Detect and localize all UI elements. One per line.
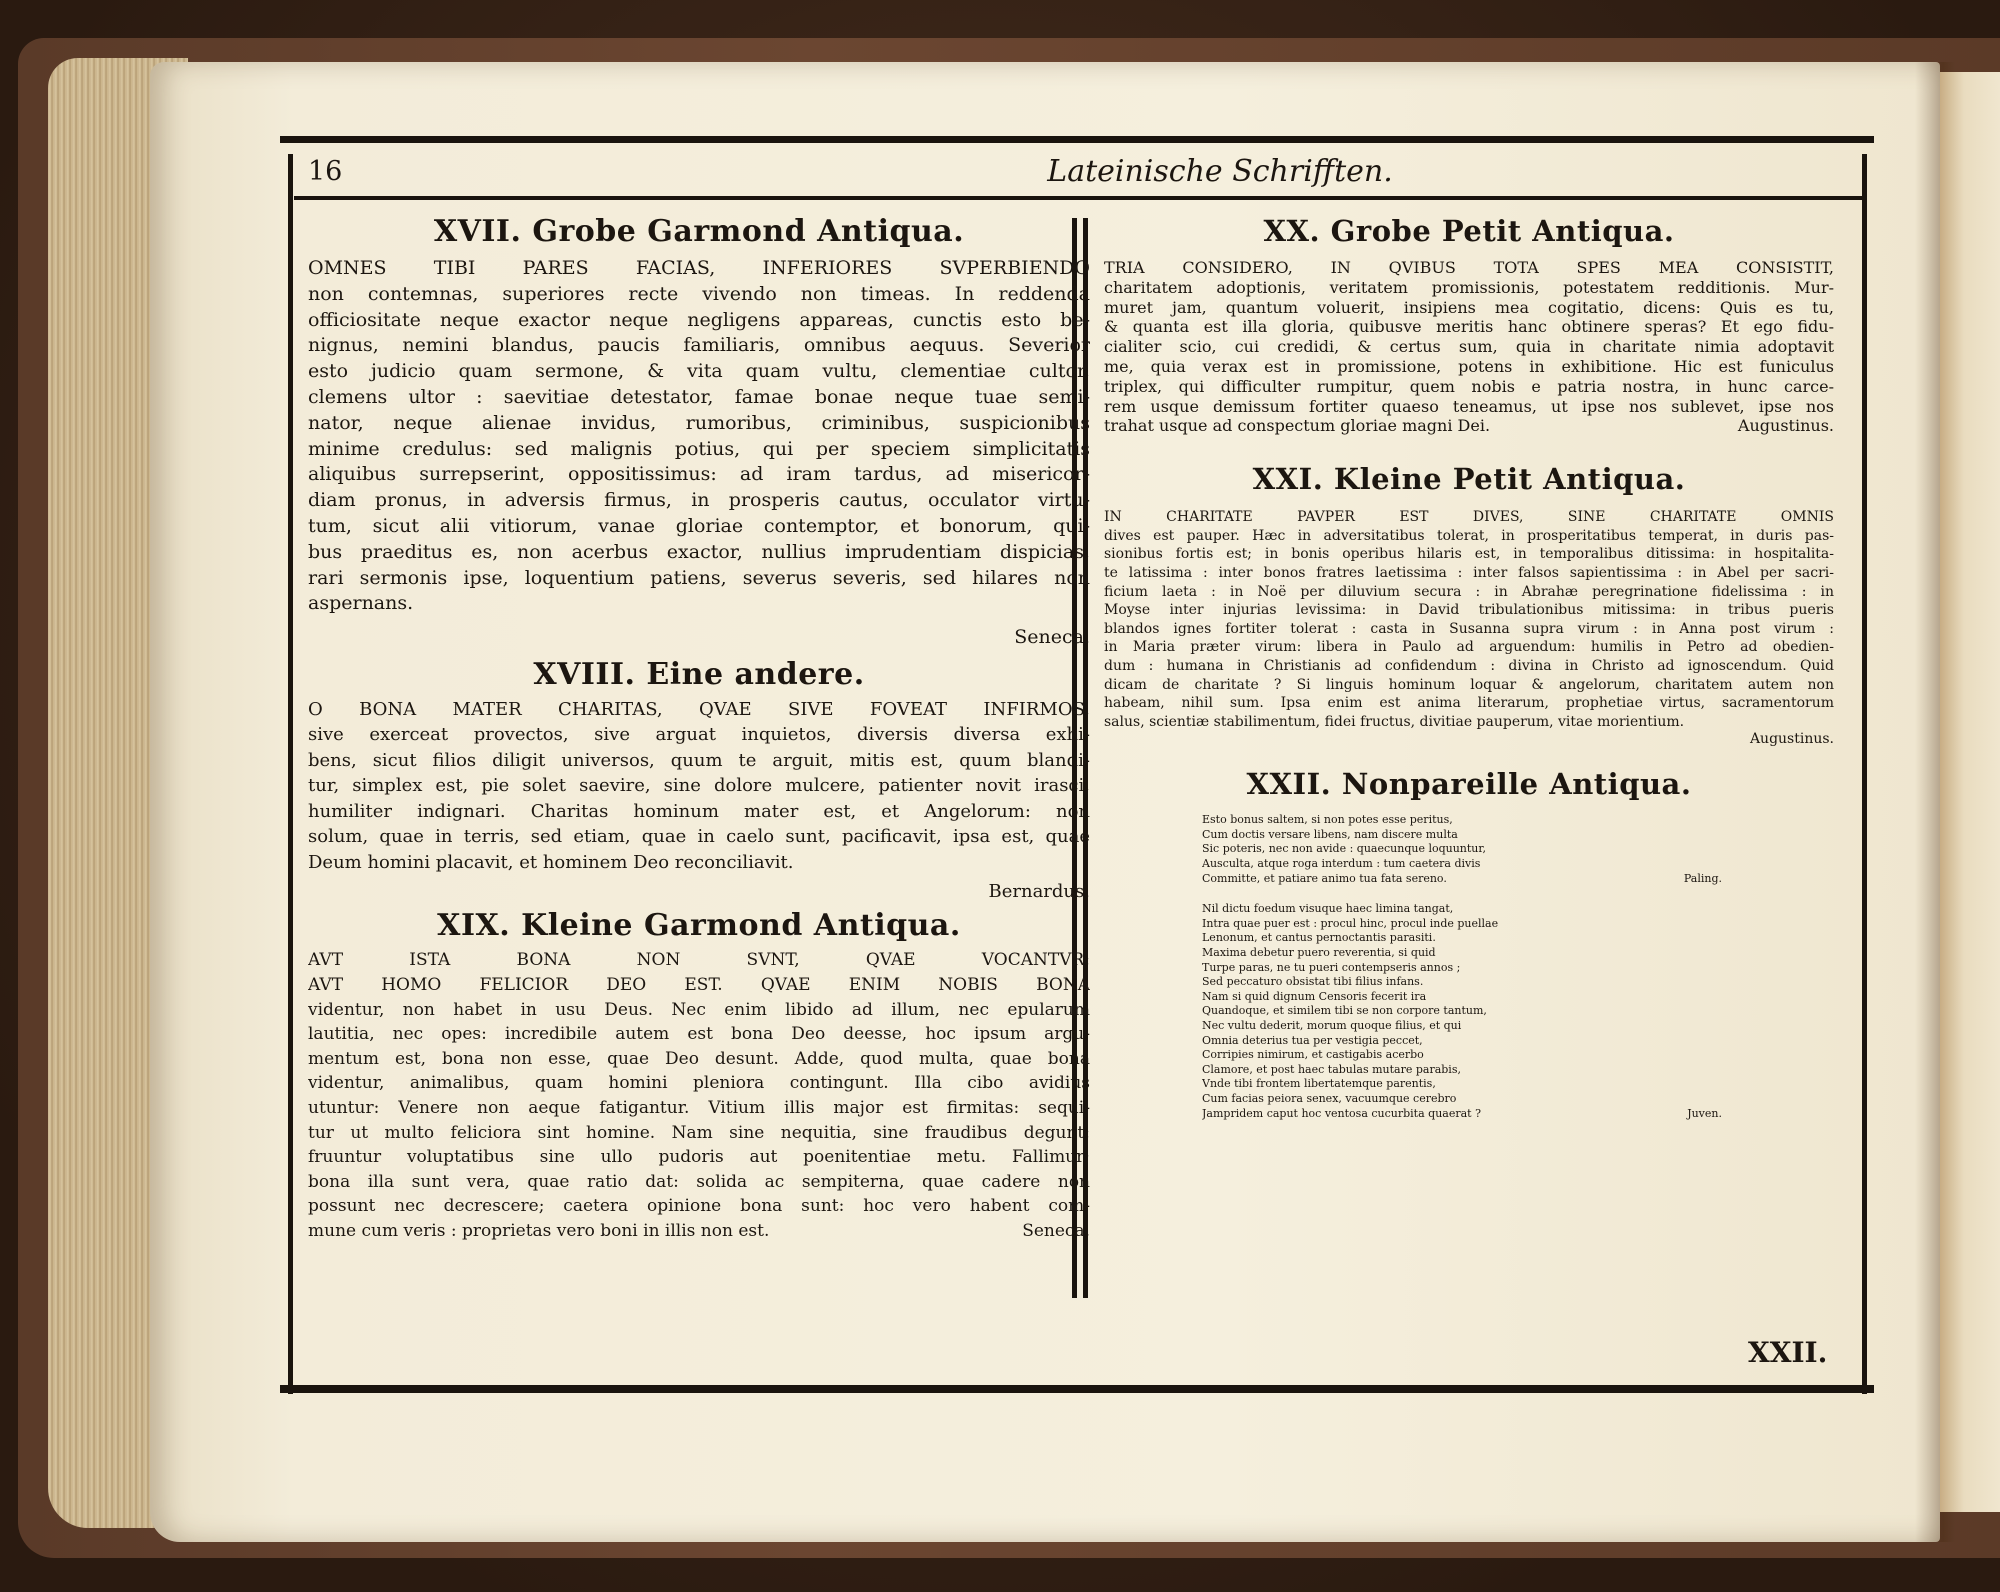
section-text-xix xyxy=(308,948,1090,1243)
text-line: mune cum veris : proprietas vero boni in illis non est. Seneca. xyxy=(308,1219,1090,1244)
text-line: nator, neque alienae invidus, rumoribus, criminibus, suspicionibus xyxy=(308,411,1090,434)
text-line: aliquibus surrepserint, oppositissimus: ad iram tardus, ad misericor- xyxy=(308,463,1090,486)
section-text-xx xyxy=(1104,258,1834,436)
text-line: AVT HOMO FELICIOR DEO EST. QVAE ENIM NOBIS BONA xyxy=(308,975,1090,996)
text-line: non contemnas, superiores recte vivendo non timeas. In reddenda xyxy=(308,282,1090,305)
signature-mark: XXII. xyxy=(1748,1336,1828,1369)
section-title-xx: XX. Grobe Petit Antiqua. xyxy=(1263,214,1675,248)
text-line: tum, sicut alii vitiorum, vanae gloriae contemptor, et bonorum, qui- xyxy=(308,514,1090,537)
text-line: humiliter indignari. Charitas hominum mater est, et Angelorum: non xyxy=(308,800,1090,822)
text-line: mentum est, bona non esse, quae Deo desunt. Adde, quod multa, quae bona xyxy=(308,1048,1090,1069)
left-column xyxy=(308,214,1090,1244)
author-xx: Augustinus. xyxy=(1737,416,1834,436)
text-line: TRIA CONSIDERO, IN QVIBUS TOTA SPES MEA CONSISTIT, xyxy=(1104,258,1834,277)
text-line: Nam si quid dignum Censoris fecerit ira xyxy=(1202,989,1427,1003)
text-line: diam pronus, in adversis firmus, in prosperis cautus, occulator virtu- xyxy=(308,489,1090,512)
text-line: bona illa sunt vera, quae ratio dat: solida ac sempiterna, quae cadere non xyxy=(308,1171,1090,1192)
text-line: tur ut multo feliciora sint homine. Nam sine nequitia, sine fraudibus degunt: xyxy=(308,1122,1090,1143)
text-line: in Maria præter virum: libera in Paulo ad arguendum: humilis in Petro ad obedien- xyxy=(1104,639,1834,656)
text-line: utuntur: Venere non aeque fatigantur. Vitium illis major est firmitas: sequi- xyxy=(308,1098,1090,1119)
right-column xyxy=(1104,214,1834,1121)
author-xviii: Bernardus. xyxy=(988,881,1090,903)
verse-block-2 xyxy=(1104,902,1722,1121)
text-line: Corripies nimirum, et castigabis acerbo xyxy=(1202,1048,1424,1062)
text-line: Cum facias peiora senex, vacuumque cerebro xyxy=(1202,1091,1457,1105)
text-line: Committe, et patiare animo tua fata sereno. Paling. xyxy=(1202,871,1722,885)
text-line: Moyse inter injurias levissima: in David tribulationibus mitissima: in tribus pueris xyxy=(1104,602,1834,619)
page-number: 16 xyxy=(308,156,343,187)
text-line: tur, simplex est, pie solet saevire, sine dolore mulcere, patienter novit irasci, xyxy=(308,775,1090,797)
verse-block-1 xyxy=(1104,813,1722,886)
running-head: Lateinische Schrifften. xyxy=(1047,154,1393,189)
text-line: rem usque demissum fortiter quaeso teneamus, ut ipse nos sublevet, ipse nos xyxy=(1104,396,1834,416)
text-line: me, quia verax est in promissione, potens in exhibitione. Hic est funiculus xyxy=(1104,356,1834,376)
right-border xyxy=(1862,154,1867,1394)
facing-page-edge xyxy=(1940,72,2000,1512)
author-xxii: Juven. xyxy=(1687,1106,1722,1120)
text-line: Sed peccaturo obsistat tibi filius infans. xyxy=(1202,975,1424,989)
text-line: Omnia deterius tua per vestigia peccet, xyxy=(1202,1033,1423,1047)
text-line: videntur, non habet in usu Deus. Nec enim libido ad illum, nec epularum xyxy=(308,999,1090,1020)
text-line: Intra quae puer est : procul hinc, procul inde puellae xyxy=(1202,916,1499,930)
section-title-xxii: XXII. Nonpareille Antiqua. xyxy=(1246,767,1692,802)
text-line: Cum doctis versare libens, nam discere multa xyxy=(1202,827,1458,841)
text-line: officiositate neque exactor neque negligens appareas, cunctis esto be- xyxy=(308,308,1090,331)
left-border xyxy=(288,154,293,1394)
text-line: bens, sicut filios diligit universos, quum te arguit, mitis est, quum blandi- xyxy=(308,749,1090,771)
text-line: ficium laeta : in Noë per diluvium secura : in Abrahæ peregrinatione fidelissima : in xyxy=(1104,583,1834,600)
text-line: Jampridem caput hoc ventosa cucurbita quaerat ? Juven. xyxy=(1202,1106,1722,1120)
text-line: Maxima debetur puero reverentia, si quid xyxy=(1202,946,1436,960)
author-xxii: Paling. xyxy=(1683,871,1722,885)
type-specimen-frame xyxy=(280,136,1874,1396)
text-line: solum, quae in terris, sed etiam, quae in caelo sunt, pacificavit, ipsa est, quae xyxy=(308,826,1090,848)
text-line: Esto bonus saltem, si non potes esse peritus, xyxy=(1202,813,1453,827)
text-line: Quandoque, et similem tibi se non corpore tantum, xyxy=(1202,1004,1487,1018)
text-line: muret jam, quantum voluerit, insipiens mea cogitatio, dicens: Quis es tu, xyxy=(1104,297,1834,317)
text-line: minime credulus: sed malignis potius, qui per speciem simplicitatis xyxy=(308,437,1090,460)
text-line: IN CHARITATE PAVPER EST DIVES, SINE CHARITATE OMNIS xyxy=(1104,509,1834,526)
text-line: dicam de charitate ? Si linguis hominum loquar & angelorum, charitatem autem non xyxy=(1104,676,1834,693)
text-line: habeam, nihil sum. Ipsa enim est anima literarum, prophetiae virtus, sacramentorum xyxy=(1104,695,1834,712)
text-line: lautitia, nec opes: incredibile autem est bona Deo deesse, hoc ipsum argu- xyxy=(308,1024,1090,1045)
text-line: videntur, animalibus, quam homini pleniora contingunt. Illa cibo avidius xyxy=(308,1073,1090,1094)
text-line: bus praeditus es, non acerbus exactor, nullius imprudentiam dispicias, xyxy=(308,540,1090,563)
text-line: Ausculta, atque roga interdum : tum caetera divis xyxy=(1202,857,1481,871)
section-title-xix: XIX. Kleine Garmond Antiqua. xyxy=(437,908,961,944)
top-rule xyxy=(280,136,1874,143)
text-line: charitatem adoptionis, veritatem promissionis, potestatem redditionis. Mur- xyxy=(1104,277,1834,297)
text-line: sionibus fortis est; in bonis operibus hilaris est, in temporalibus ditissima: in hospitalita- xyxy=(1104,546,1834,563)
author-xix: Seneca. xyxy=(1022,1220,1090,1241)
text-line: Nec vultu dederit, morum quoque filius, et qui xyxy=(1202,1019,1462,1033)
text-line: Nil dictu foedum visuque haec limina tangat, xyxy=(1202,902,1454,916)
text-line: nignus, nemini blandus, paucis familiaris, omnibus aequus. Severior xyxy=(308,334,1090,357)
author-xxi: Augustinus. xyxy=(1749,731,1834,748)
text-line: salus, scientiæ stabilimentum, fidei fructus, divitiae pauperum, vitae morientium. xyxy=(1104,713,1685,730)
text-line: Turpe paras, ne tu pueri contempseris annos ; xyxy=(1202,960,1461,974)
text-line: AVT ISTA BONA NON SVNT, QVAE VOCANTVR: xyxy=(308,950,1090,971)
text-line: Vnde tibi frontem libertatemque parentis, xyxy=(1202,1077,1436,1091)
text-line: rari sermonis ipse, loquentium patiens, severus severis, sed hilares non xyxy=(308,566,1090,589)
text-line: OMNES TIBI PARES FACIAS, INFERIORES SVPERBIENDO xyxy=(308,257,1090,279)
section-title-xviii: XVIII. Eine andere. xyxy=(533,656,865,692)
section-text-xviii xyxy=(308,697,1090,876)
section-title-xxi: XXI. Kleine Petit Antiqua. xyxy=(1252,462,1686,497)
section-title-xvii: XVII. Grobe Garmond Antiqua. xyxy=(433,214,965,249)
text-line: & quanta est illa gloria, quibusve meritis hanc obtinere speras? Et ego fidu- xyxy=(1104,317,1834,337)
header-rule xyxy=(294,196,1864,200)
text-line: triplex, qui difficulter rumpitur, quem nobis e patria nostra, in hunc carce- xyxy=(1104,376,1834,396)
author-xvii: Seneca. xyxy=(1014,626,1090,649)
text-line: te latissima : inter bonos fratres laetissima : inter falsos sapientissima : in Abel per sacri- xyxy=(1104,564,1834,581)
text-line: cialiter scio, cui credidi, & certus sum, quia in charitate nimia adoptavit xyxy=(1104,337,1834,357)
text-line: aspernans. xyxy=(308,592,414,615)
text-line: esto judicio quam sermone, & vita quam vultu, clementiae cultor, xyxy=(308,360,1090,383)
text-line: Lenonum, et cantus pernoctantis parasiti. xyxy=(1202,931,1436,945)
text-line: Deum homini placavit, et hominem Deo reconciliavit. xyxy=(308,851,794,873)
section-text-xvii xyxy=(308,256,1090,617)
text-line: possunt nec decrescere; caetera opinione bona sunt: hoc vero habent com- xyxy=(308,1196,1090,1217)
text-line: trahat usque ad conspectum gloriae magni Dei. Augustinus. xyxy=(1104,416,1834,436)
section-text-xxi xyxy=(1104,508,1834,731)
text-line: clemens ultor : saevitiae detestator, famae bonae neque tuae semi- xyxy=(308,385,1090,408)
text-line: Clamore, et post haec tabulas mutare parabis, xyxy=(1202,1062,1461,1076)
text-line: blandos ignes fortiter tolerat : casta in Susanna supra virum : in Anna post virum : xyxy=(1104,620,1834,637)
bottom-rule xyxy=(280,1385,1874,1393)
text-line: O BONA MATER CHARITAS, QVAE SIVE FOVEAT INFIRMOS, xyxy=(308,698,1090,720)
text-line: dum : humana in Christianis ad confidendum : divina in Christo ad ignoscendum. Quid xyxy=(1104,657,1834,674)
text-line: sive exerceat provectos, sive arguat inquietos, diversis diversa exhi- xyxy=(308,724,1090,746)
text-line: fruuntur voluptatibus sine ullo pudoris aut poenitentiae metu. Fallimur; xyxy=(308,1147,1090,1168)
text-line: Sic poteris, nec non avide : quaecunque loquuntur, xyxy=(1202,842,1486,856)
text-line: dives est pauper. Hæc in adversitatibus tolerat, in prosperitatibus temperat, in duris pas- xyxy=(1104,527,1834,544)
